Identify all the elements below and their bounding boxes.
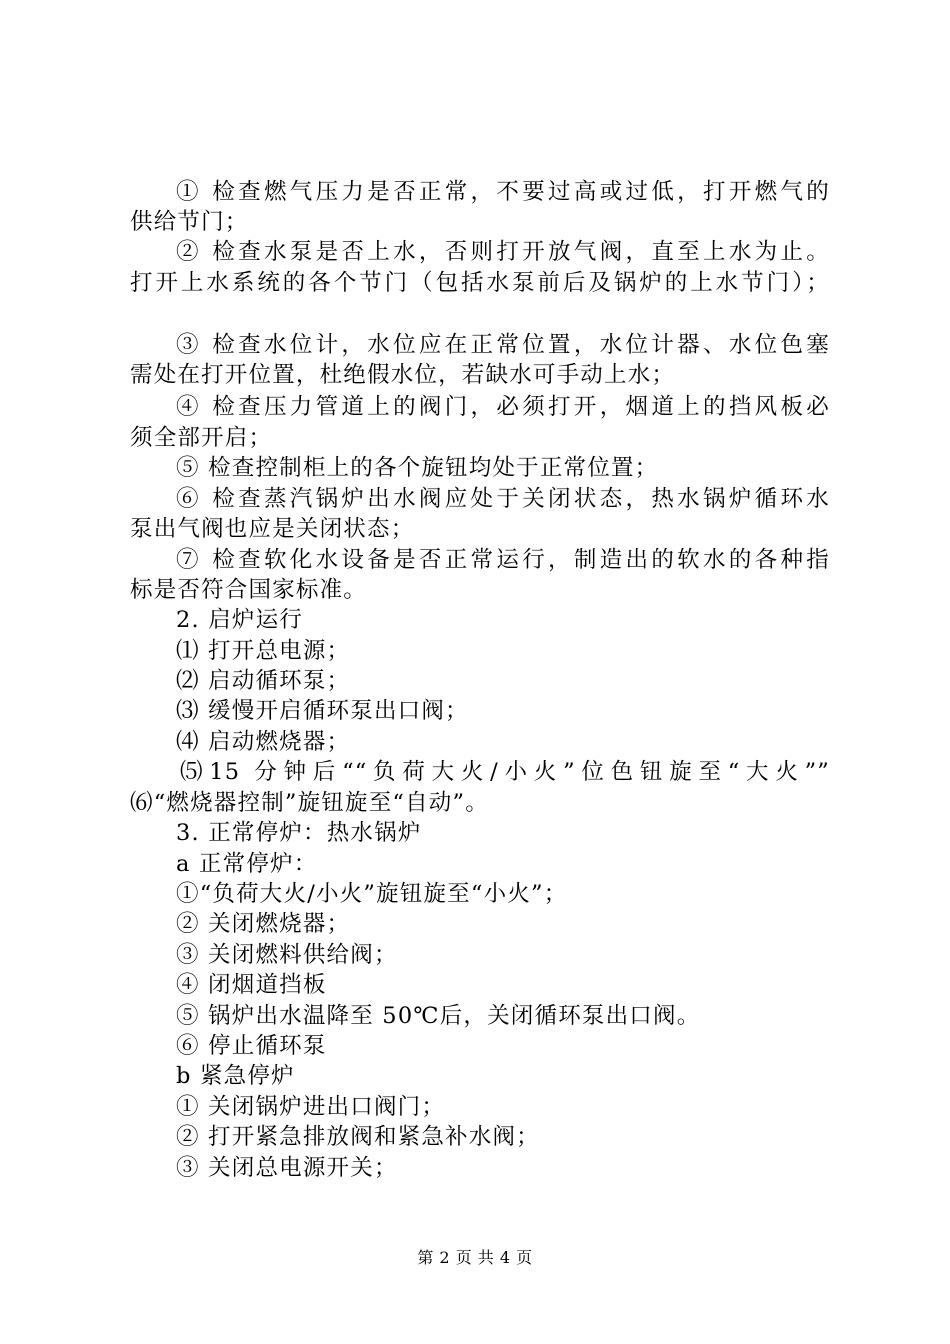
subsection-heading: a 正常停炉： [176,851,318,877]
text-line: ⑦ 检查软化水设备是否正常运行，制造出的软水的各种指 [176,547,830,573]
text-line: ② 关闭燃烧器； [176,911,351,937]
text-line: 打开上水系统的各个节门（包括水泵前后及锅炉的上水节门）； [130,270,830,296]
text-line: ① 关闭锅炉进出口阀门； [176,1094,446,1120]
text-line: ⑷ 启动燃烧器； [176,729,351,755]
text-line: ⑸15 分钟后““负荷大火/小火”位色钮旋至“大火”” [180,759,830,785]
text-line: ③ 检查水位计，水位应在正常位置，水位计器、水位色塞 [176,332,830,358]
text-line: ⑥ 检查蒸汽锅炉出水阀应处于关闭状态，热水锅炉循环水 [176,486,830,512]
text-line: ① 检查燃气压力是否正常，不要过高或过低，打开燃气的 [176,179,830,205]
text-line: ④ 闭烟道挡板 [176,972,327,998]
text-line: ①“负荷大火/小火”旋钮旋至“小火”； [176,881,568,907]
text-line: ② 检查水泵是否上水，否则打开放气阀，直至上水为止。 [176,239,830,265]
page-footer: 第 2 页 共 4 页 [417,1248,533,1267]
text-line: ② 打开紧急排放阀和紧急补水阀； [176,1124,540,1150]
text-line: 须全部开启； [130,425,273,451]
text-line: ⑤ 锅炉出水温降至 50℃后，关闭循环泵出口阀。 [176,1003,701,1029]
text-line: 需处在打开位置，杜绝假水位，若缺水可手动上水； [130,362,676,388]
text-line: ④ 检查压力管道上的阀门，必须打开，烟道上的挡风板必 [176,394,830,420]
section-heading: 3. 正常停炉：热水锅炉 [176,820,422,846]
text-line: ⑥ 停止循环泵 [176,1033,327,1059]
text-line: 泵出气阀也应是关闭状态； [130,516,415,542]
text-line: ③ 关闭燃料供给阀； [176,942,398,968]
text-line: 供给节门； [130,209,249,235]
subsection-heading: b 紧急停炉 [176,1063,295,1089]
text-line: ⑤ 检查控制柜上的各个旋钮均处于正常位置； [176,455,659,481]
section-heading: 2. 启炉运行 [176,607,304,633]
text-line: ③ 关闭总电源开关； [176,1155,398,1181]
text-line: ⑶ 缓慢开启循环泵出口阀； [176,698,469,724]
text-line: ⑴ 打开总电源； [176,638,351,664]
text-line: 标是否符合国家标准。 [130,577,368,603]
text-line: ⑹“燃烧器控制”旋钮旋至“自动”。 [130,790,489,816]
text-line: ⑵ 启动循环泵； [176,668,351,694]
